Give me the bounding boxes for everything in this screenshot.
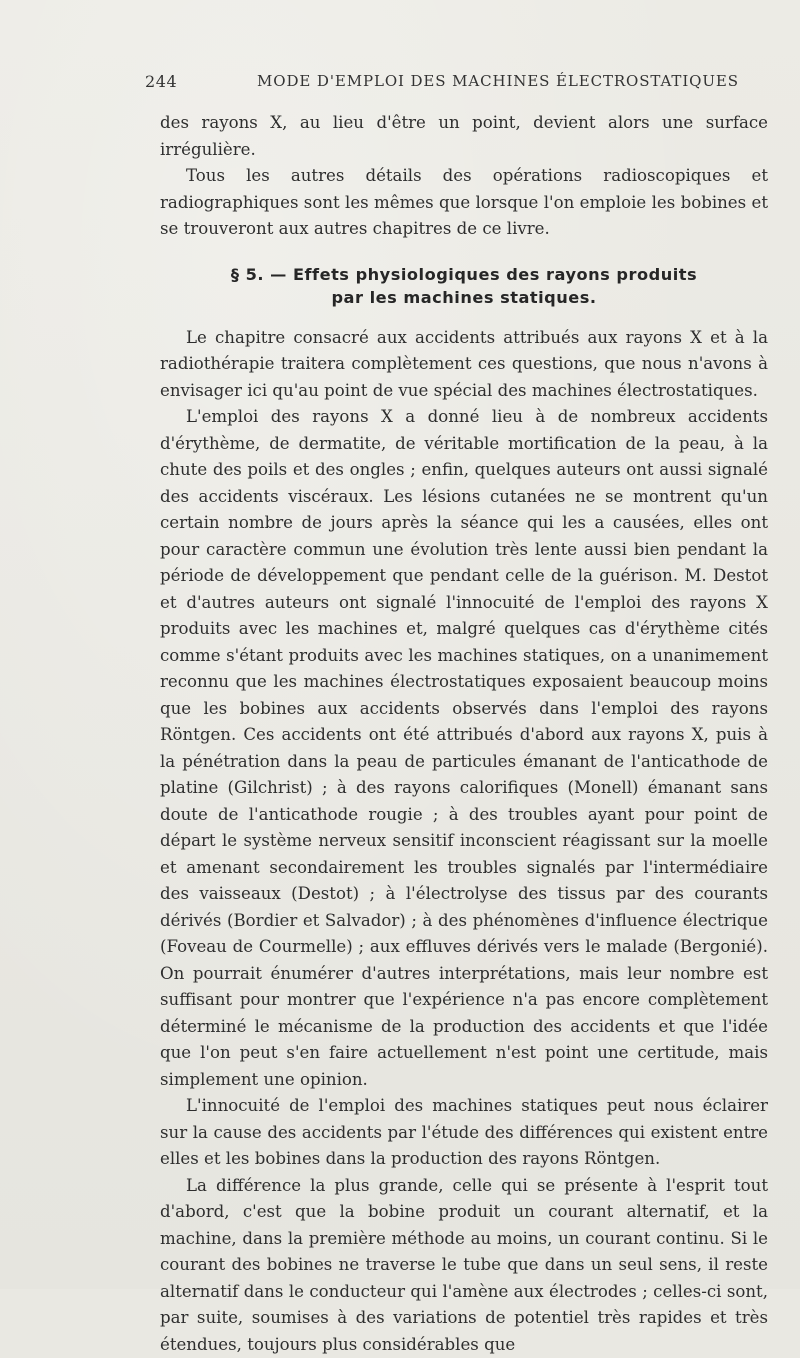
paragraph-continuation: des rayons X, au lieu d'être un point, devient alors une surface irrégulière. bbox=[160, 110, 768, 163]
page-number: 244 bbox=[145, 72, 177, 91]
page-header bbox=[145, 72, 665, 96]
section-heading-line-2: par les machines statiques. bbox=[160, 286, 768, 309]
paragraph: La différence la plus grande, celle qui se présente à l'esprit tout d'abord, c'est que la bobine produit un courant alternatif, et la machine, dans la première méthode au moins, un courant continu. Si le courant des bobines ne traverse le tube que dans un seul sens, il reste alternatif dans le conducteur qui l'amène aux électrodes ; celles-ci sont, par suite, soumises à des variations de potentiel très rapides et très étendues, toujours plus considérables que bbox=[160, 1173, 768, 1358]
paragraph: Tous les autres détails des opérations radioscopiques et radiographiques sont les mêmes que lorsque l'on emploie les bobines et se trouveront aux autres chapitres de ce livre. bbox=[160, 163, 768, 243]
paragraph: Le chapitre consacré aux accidents attribués aux rayons X et à la radiothérapie traitera complètement ces questions, que nous n'avons à envisager ici qu'au point de vue spécial des machines électrostatiques. bbox=[160, 325, 768, 405]
body-text bbox=[160, 110, 768, 1358]
running-title: MODE D'EMPLOI DES MACHINES ÉLECTROSTATIQUES bbox=[257, 72, 739, 90]
paragraph: L'innocuité de l'emploi des machines statiques peut nous éclairer sur la cause des accidents par l'étude des différences qui existent entre elles et les bobines dans la production des rayons Röntgen. bbox=[160, 1093, 768, 1173]
paragraph: L'emploi des rayons X a donné lieu à de nombreux accidents d'érythème, de dermatite, de véritable mortification de la peau, à la chute des poils et des ongles ; enfin, quelques auteurs ont aussi signalé des accidents viscéraux. Les lésions cutanées ne se montrent qu'un certain nombre de jours après la séance qui les a causées, elles ont pour caractère commun une évolution très lente aussi bien pendant la période de développement que pendant celle de la guérison. M. Destot et d'autres auteurs ont signalé l'innocuité de l'emploi des rayons X produits avec les machines et, malgré quelques cas d'érythème cités comme s'étant produits avec les machines statiques, on a unanimement reconnu que les machines électrostatiques exposaient beaucoup moins que les bobines aux accidents observés dans l'emploi des rayons Röntgen. Ces accidents ont été attribués d'abord aux rayons X, puis à la pénétration dans la peau de particules émanant de l'anticathode de platine (Gilchrist) ; à des rayons calorifiques (Monell) émanant sans doute de l'anticathode rougie ; à des troubles ayant pour point de départ le système nerveux sensitif inconscient réagissant sur la moelle et amenant secondairement les troubles signalés par l'intermédiaire des vaisseaux (Destot) ; à l'électrolyse des tissus par des courants dérivés (Bordier et Salvador) ; à des phénomènes d'influence électrique (Foveau de Courmelle) ; aux effluves dérivés vers le malade (Bergonié). On pourrait énumérer d'autres interprétations, mais leur nombre est suffisant pour montrer que l'expérience n'a pas encore complètement déterminé le mécanisme de la production des accidents et que l'idée que l'on peut s'en faire actuellement n'est point une certitude, mais simplement une opinion. bbox=[160, 404, 768, 1093]
section-heading bbox=[160, 263, 768, 309]
section-heading-line-1: § 5. — Effets physiologiques des rayons produits bbox=[160, 263, 768, 286]
